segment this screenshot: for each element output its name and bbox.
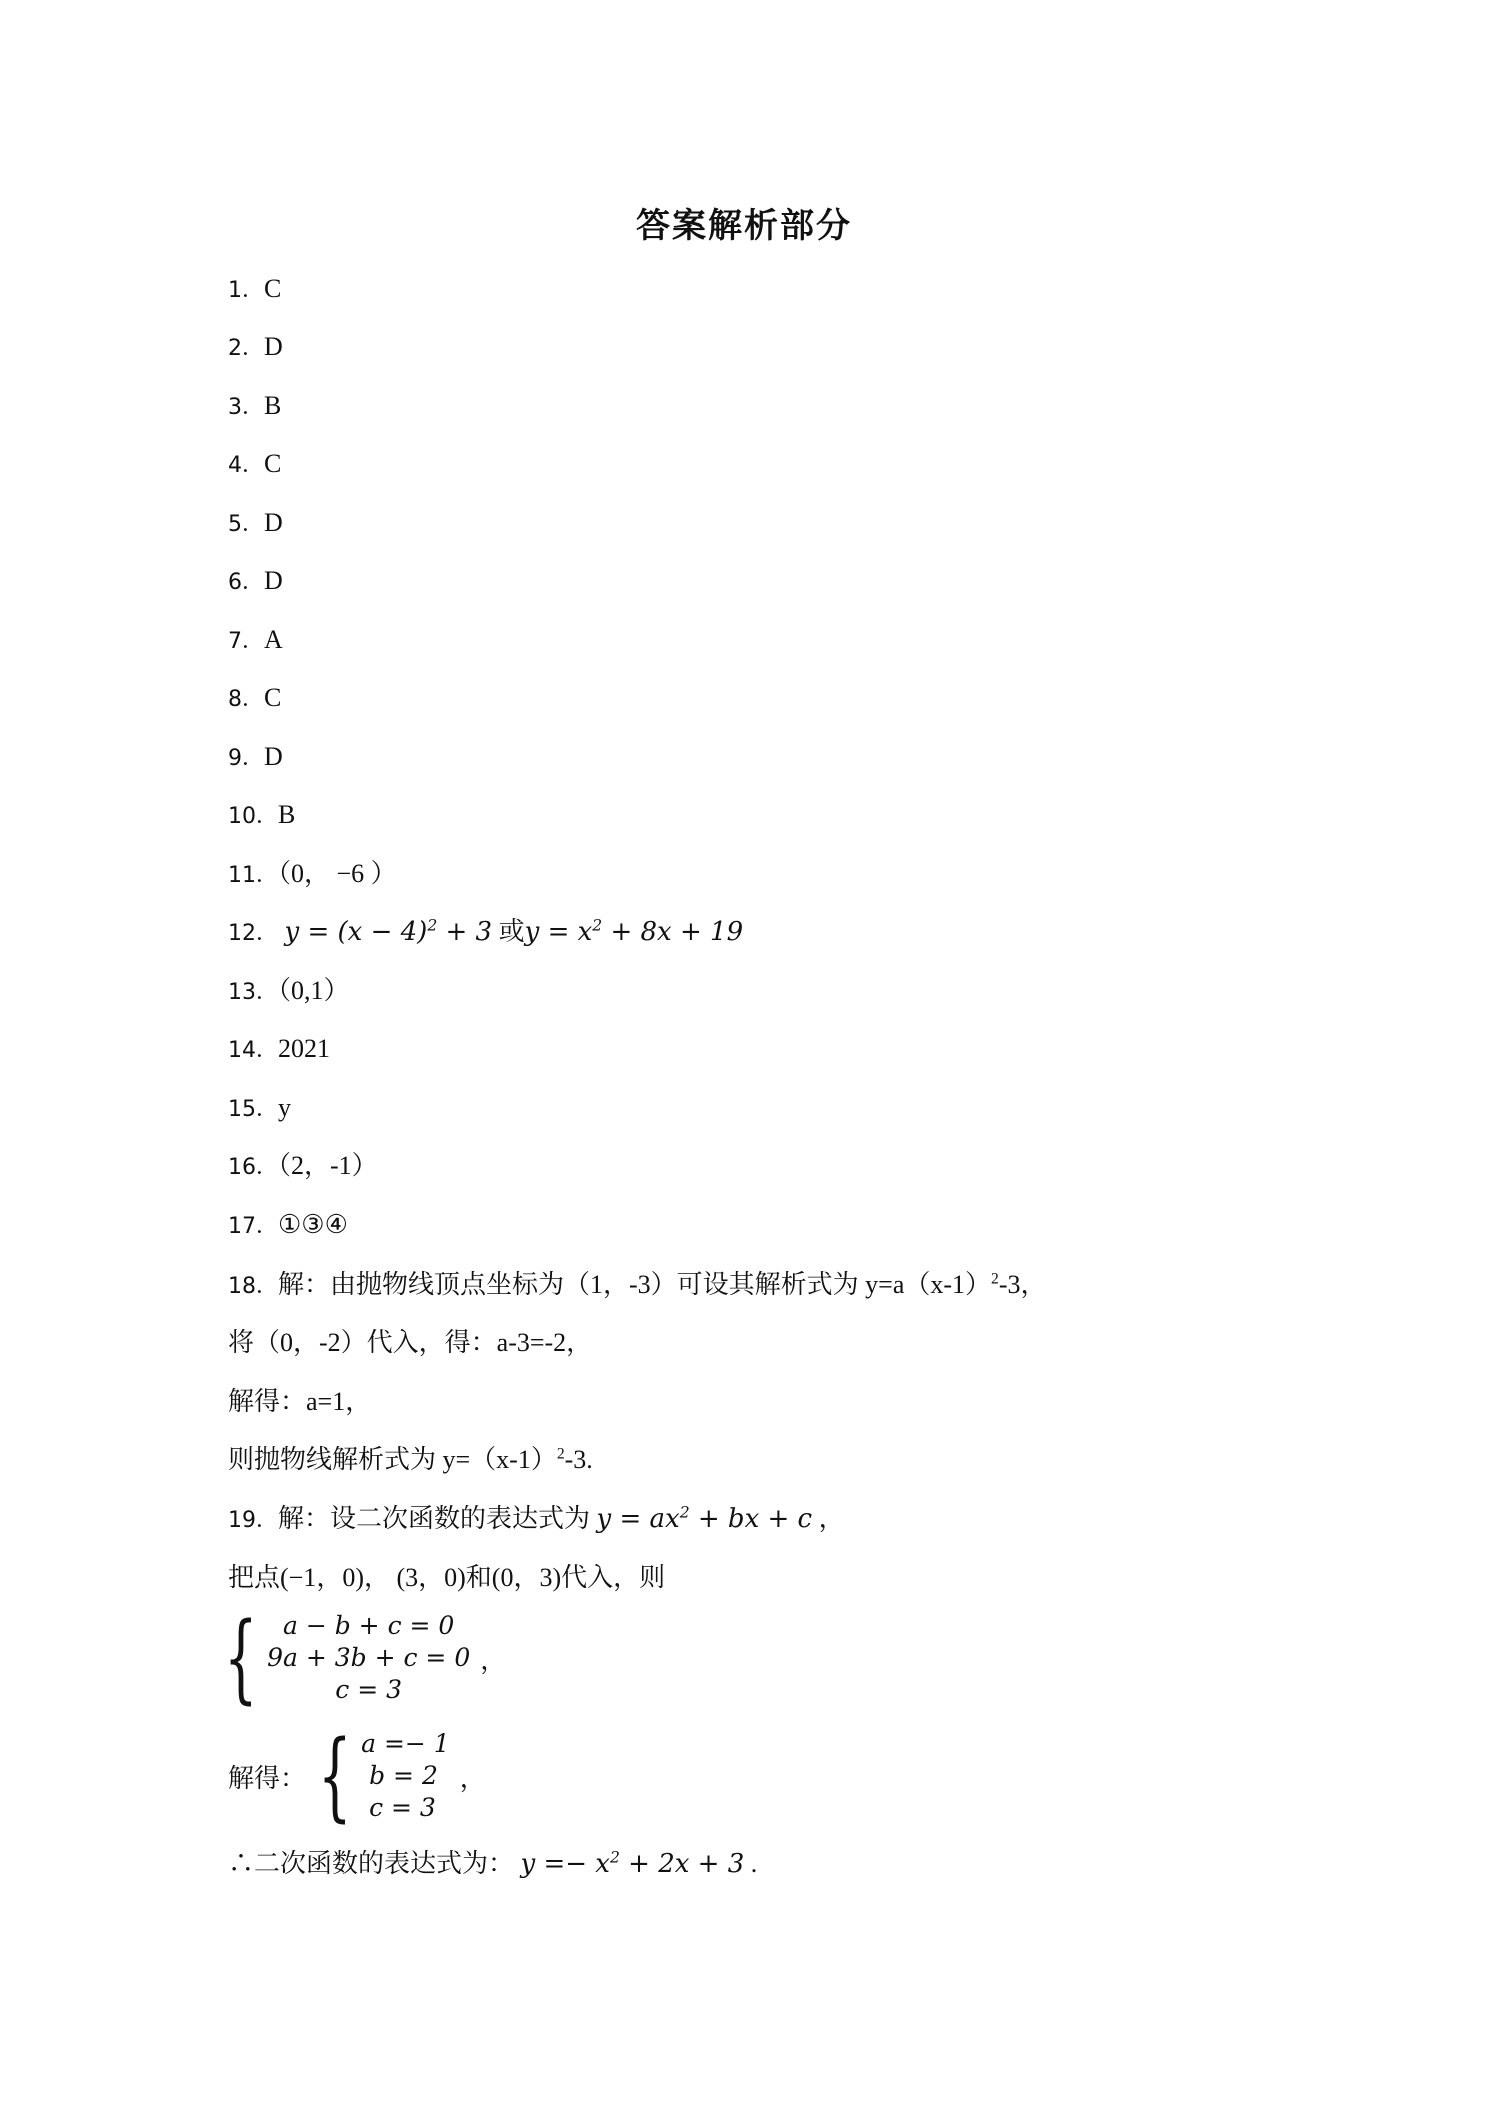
- page-title: 答案解析部分: [636, 206, 852, 246]
- answer-13: [228, 974, 350, 1010]
- answer-10: [228, 798, 295, 834]
- answer-value: （0， −6 ）: [278, 859, 397, 888]
- answer-2: [228, 330, 283, 366]
- answer-16: [228, 1149, 378, 1185]
- answer-number: 9．: [228, 746, 264, 771]
- answer-number: 7．: [228, 629, 264, 654]
- answer-number: 8．: [228, 687, 264, 712]
- system-row: c = 3: [335, 1675, 403, 1704]
- answer-number: 10．: [228, 804, 278, 829]
- answer-value: D: [264, 508, 283, 537]
- equation-system: { a − b + c = 0 9a + 3b + c = 0 c = 3 ，: [224, 1602, 507, 1714]
- answer-number: 6．: [228, 570, 264, 595]
- answer-number: 15．: [228, 1097, 278, 1122]
- answer-number: 13．: [228, 980, 278, 1005]
- q18-line-1: 18．解：由抛物线顶点坐标为（1，-3）可设其解析式为 $y=a(x-1)^2-3$，: [228, 1270, 1047, 1299]
- answer-value: C: [264, 274, 282, 303]
- answer-11: [228, 857, 397, 893]
- answer-value: y: [278, 1093, 291, 1122]
- answer-number: 16．: [228, 1155, 278, 1180]
- answer-value: C: [264, 683, 282, 712]
- answer-9: [228, 740, 283, 776]
- answer-3: [228, 389, 281, 425]
- solve-label: 解得：: [228, 1763, 307, 1793]
- answer-value: B: [278, 800, 296, 829]
- answer-12: 12． $y = (x - 4)^2 + 3$ 或$y = x^2 + 8x + 19$: [228, 916, 744, 947]
- answer-4: [228, 447, 281, 483]
- answer-value: B: [264, 391, 282, 420]
- answer-6: [228, 564, 283, 600]
- answer-value: ①③④: [278, 1210, 348, 1239]
- answer-value: D: [264, 742, 283, 771]
- answer-value: （2，-1）: [278, 1151, 378, 1180]
- answer-value: 2021: [278, 1034, 330, 1063]
- answer-number: 5．: [228, 512, 264, 537]
- answer-value: （0,1）: [278, 976, 350, 1005]
- answer-number: 3．: [228, 395, 264, 420]
- system-row: c = 3: [369, 1793, 436, 1822]
- answer-number: 1．: [228, 278, 264, 303]
- answer-number: 17．: [228, 1214, 278, 1239]
- answer-number: 14．: [228, 1038, 278, 1063]
- answer-value: D: [264, 332, 283, 361]
- left-brace: {: [318, 1720, 352, 1832]
- q19-line-2: 把点(−1，0)， (3，0)和(0，3)代入，则: [228, 1563, 666, 1592]
- answer-number: 11．: [228, 863, 278, 888]
- answer-17: [228, 1208, 348, 1244]
- system-row: a =− 1: [361, 1729, 450, 1758]
- system-row: 9a + 3b + c = 0: [267, 1643, 471, 1672]
- left-brace: {: [224, 1602, 258, 1714]
- answer-15: [228, 1091, 291, 1127]
- answer-5: [228, 506, 283, 542]
- answer-value: A: [264, 625, 283, 654]
- q18-line-3: 解得：a=1，: [228, 1387, 372, 1416]
- answer-value: C: [264, 449, 282, 478]
- answer-14: [228, 1032, 330, 1068]
- q18-line-4: 则抛物线解析式为 $y=(x-1)^2-3$.: [228, 1445, 593, 1474]
- answer-7: [228, 623, 283, 659]
- q19-line-1: 19．解：设二次函数的表达式为 $y = ax^2$ + bx + c ，: [228, 1503, 845, 1534]
- answer-number: 2．: [228, 336, 264, 361]
- system-row: b = 2: [369, 1761, 438, 1790]
- q18-line-2: 将（0，-2）代入，得：a-3=-2，: [228, 1328, 593, 1357]
- answer-value: D: [264, 566, 283, 595]
- answer-number: 4．: [228, 453, 264, 478]
- solution-system: 解得： { a =− 1 b = 2 c = 3 ，: [228, 1720, 486, 1832]
- system-row: a − b + c = 0: [282, 1611, 455, 1640]
- answer-8: [228, 681, 281, 717]
- q19-conclusion: ∴二次函数的表达式为： $y =- x^2 + 2x + 3$ .: [228, 1848, 758, 1879]
- answer-1: [228, 272, 281, 308]
